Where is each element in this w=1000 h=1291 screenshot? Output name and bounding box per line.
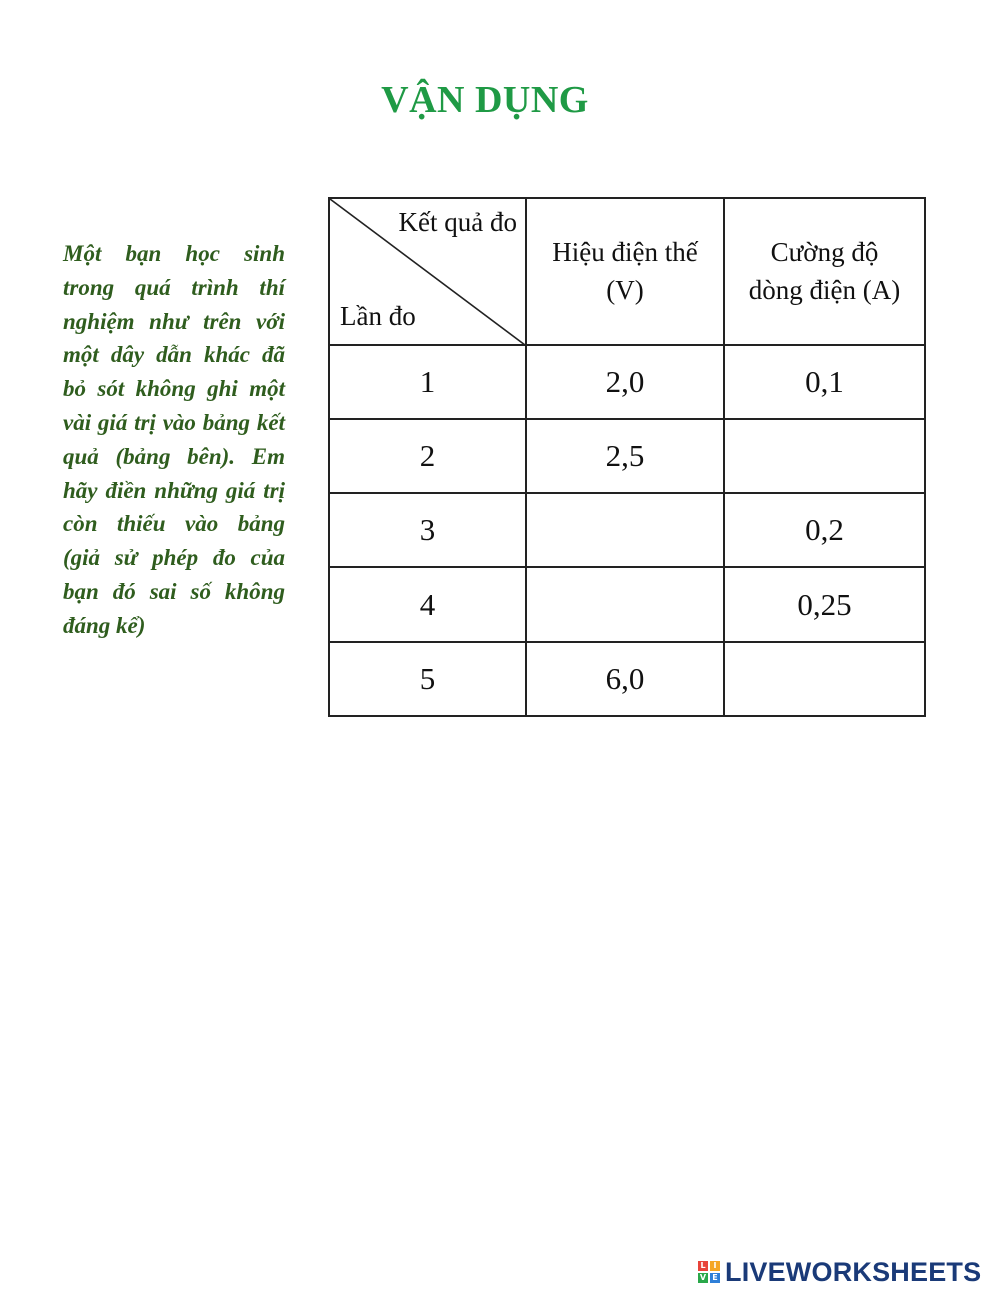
trial-number: 5 bbox=[329, 642, 526, 716]
table-row bbox=[329, 642, 925, 716]
header-voltage bbox=[526, 198, 724, 345]
trial-number: 3 bbox=[329, 493, 526, 567]
voltage-value: 2,5 bbox=[526, 419, 724, 493]
header-current-line1: Cường độ bbox=[770, 237, 879, 268]
voltage-answer-blank[interactable] bbox=[526, 493, 724, 567]
exercise-prompt: Một bạn học sinh trong quá trình thí nghiệm như trên với một dây dẫn khác đã bỏ sót không ghi một vài giá trị vào bảng kết quả (bảng bên). Em hãy điền những giá trị còn thiếu vào bảng (giả sử phép đo của bạn đó sai số không đáng kể) bbox=[63, 241, 285, 638]
logo-block: L bbox=[698, 1261, 708, 1271]
header-current bbox=[724, 198, 925, 345]
header-voltage-line2: (V) bbox=[606, 275, 644, 306]
voltage-value: 2,0 bbox=[526, 345, 724, 419]
current-answer-blank[interactable] bbox=[724, 642, 925, 716]
corner-label-trial: Lần đo bbox=[340, 300, 416, 331]
logo-block: E bbox=[710, 1273, 720, 1283]
current-value: 0,25 bbox=[724, 567, 925, 641]
brand-name: LIVEWORKSHEETS bbox=[725, 1256, 982, 1287]
table-row bbox=[329, 567, 925, 641]
trial-number: 2 bbox=[329, 419, 526, 493]
table-header-row bbox=[329, 198, 925, 345]
trial-number: 1 bbox=[329, 345, 526, 419]
table-row bbox=[329, 419, 925, 493]
voltage-value: 6,0 bbox=[526, 642, 724, 716]
results-table bbox=[328, 197, 926, 717]
voltage-answer-blank[interactable] bbox=[526, 567, 724, 641]
corner-header-cell bbox=[329, 198, 526, 345]
liveworksheets-logo bbox=[698, 1257, 981, 1287]
table-row bbox=[329, 493, 925, 567]
logo-block: I bbox=[710, 1261, 720, 1271]
table-row bbox=[329, 345, 925, 419]
page-title: VẬN DỤNG bbox=[381, 79, 589, 121]
trial-number: 4 bbox=[329, 567, 526, 641]
corner-label-result: Kết quả đo bbox=[398, 207, 517, 237]
header-voltage-line1: Hiệu điện thế bbox=[552, 237, 698, 268]
header-current-line2: dòng điện (A) bbox=[748, 275, 901, 306]
current-value: 0,1 bbox=[724, 345, 925, 419]
logo-block: V bbox=[699, 1273, 707, 1282]
live-blocks-icon bbox=[698, 1261, 720, 1283]
current-value: 0,2 bbox=[724, 493, 925, 567]
current-answer-blank[interactable] bbox=[724, 419, 925, 493]
